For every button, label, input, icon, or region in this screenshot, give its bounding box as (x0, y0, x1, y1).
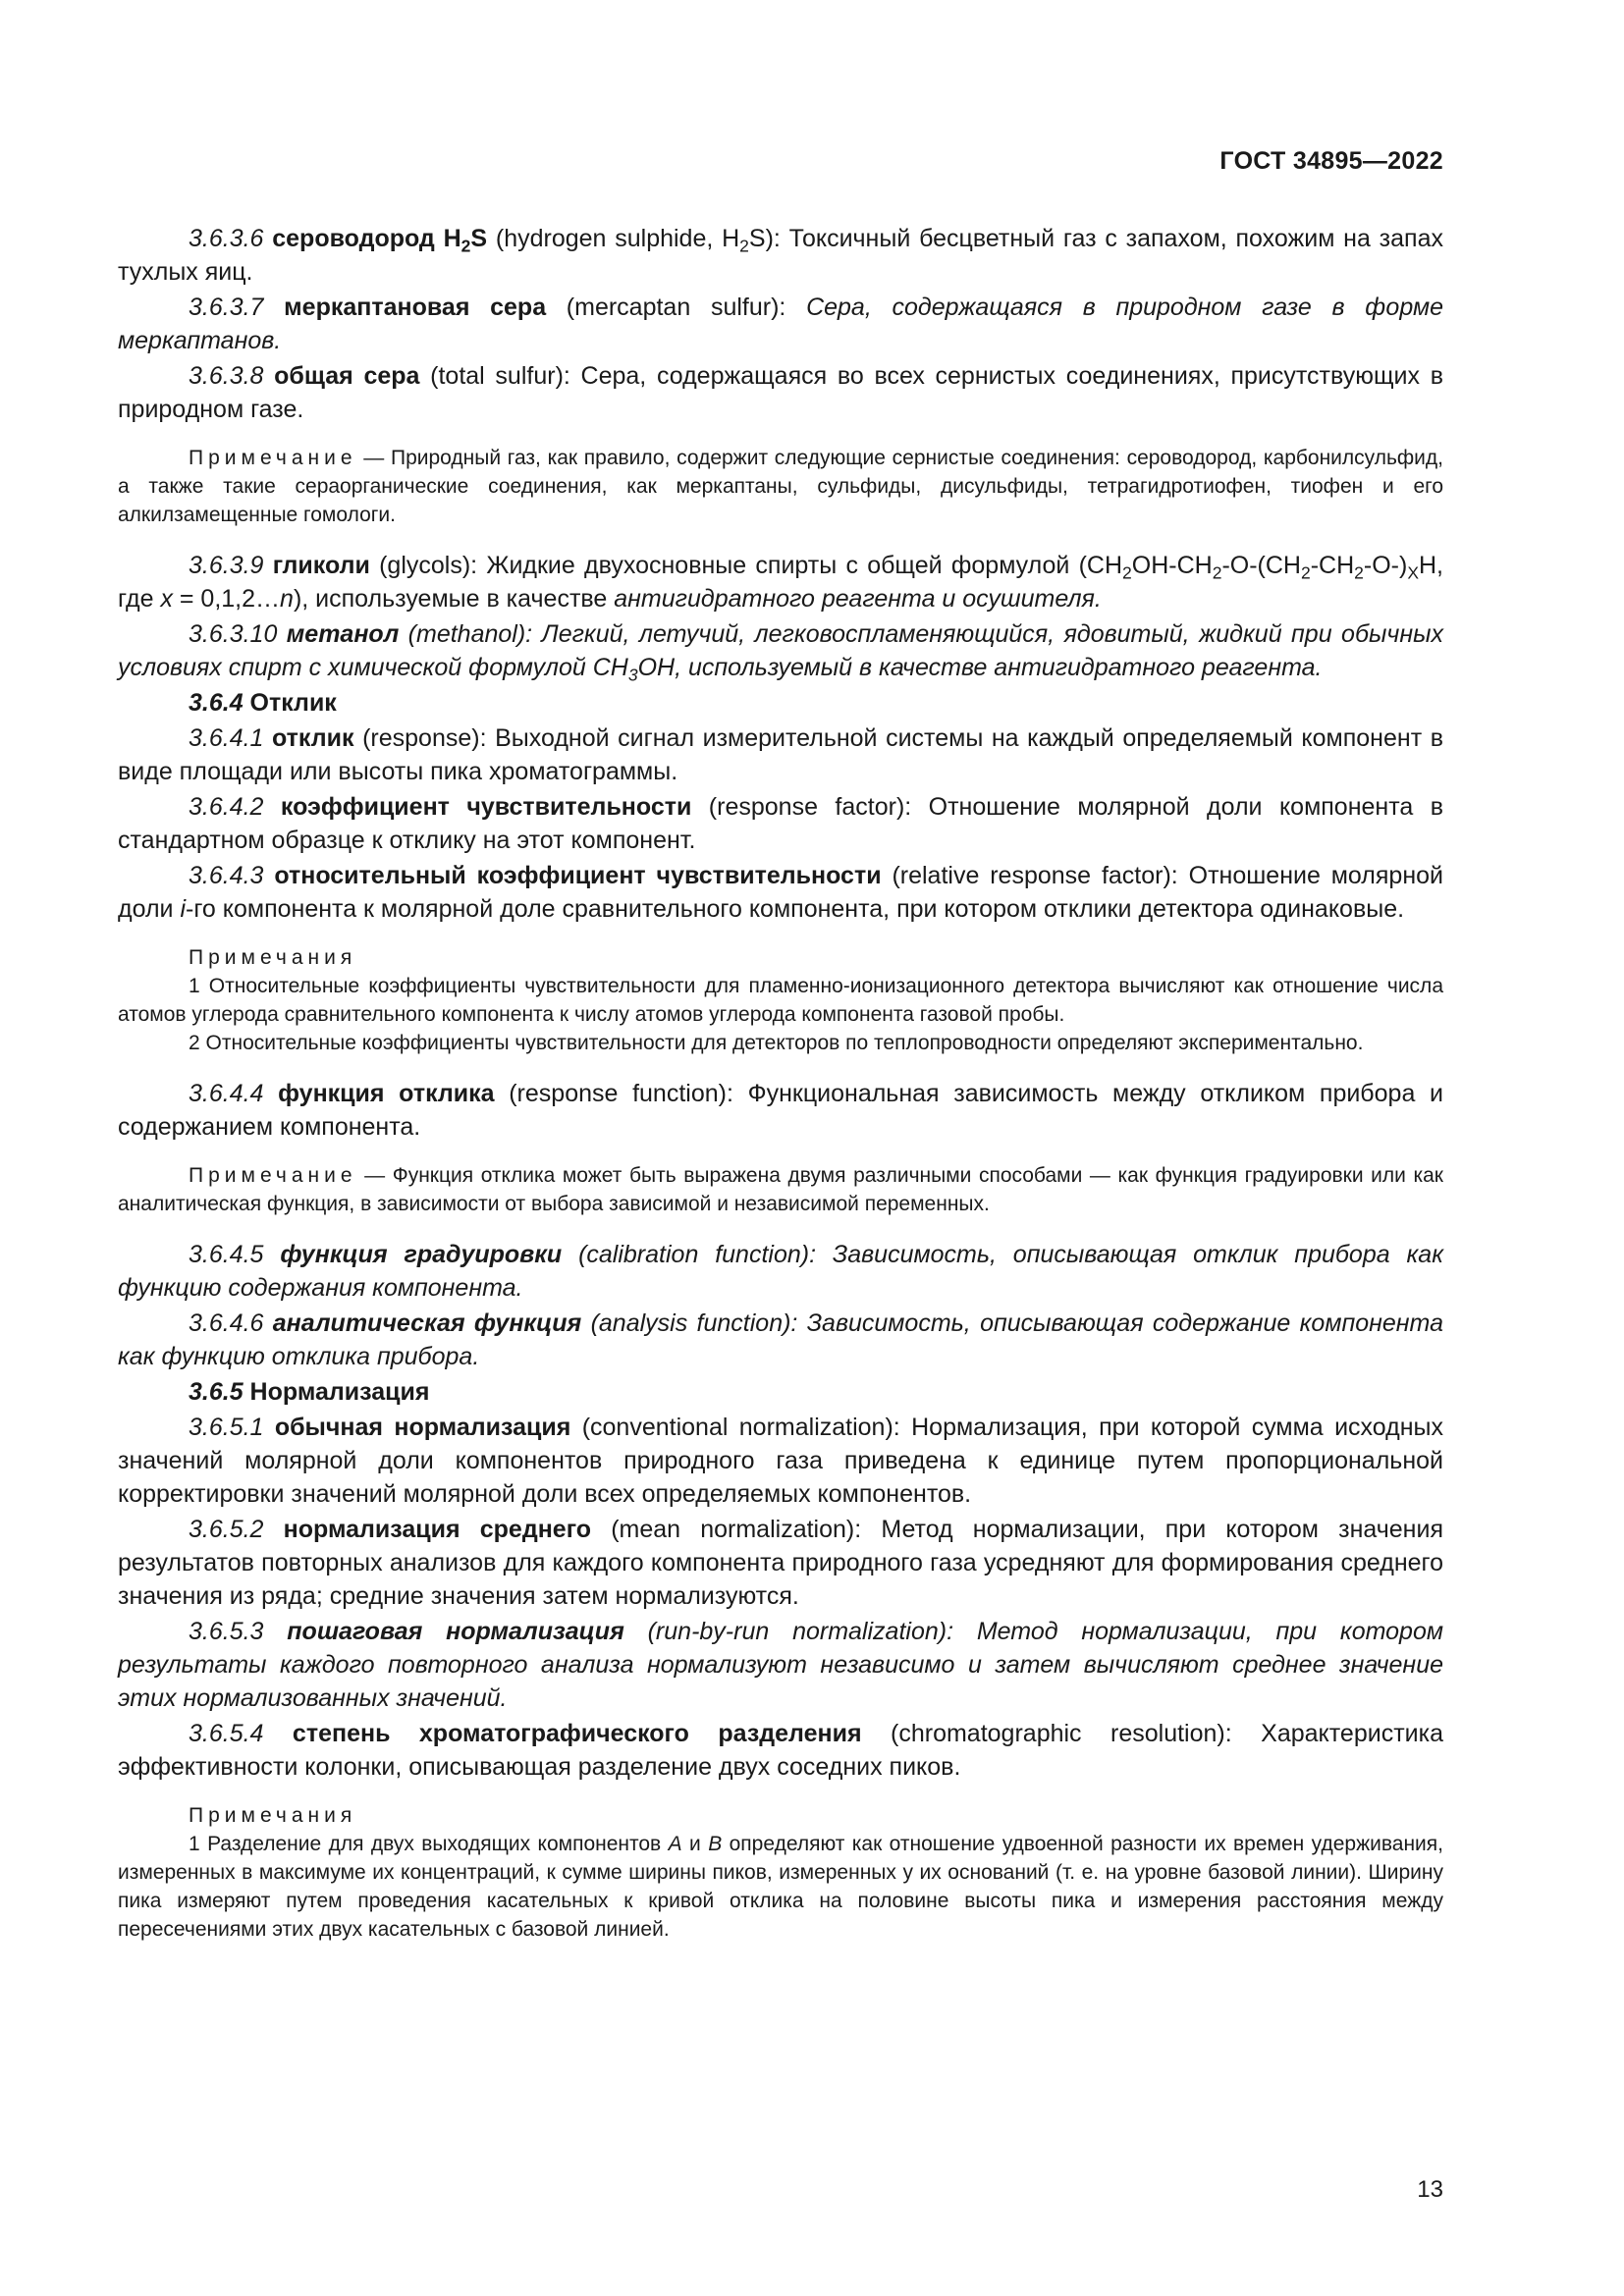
term-mercaptan-sulfur (118, 291, 1443, 357)
term-definition: (conventional normalization): Нормализация, при которой сумма исходных значений молярной доли компонентов природного газа приведена к единице путем пропорциональной корректировки значений молярной доли всех определяемых компонентов. (118, 1414, 1443, 1508)
formula-part: -O-(CH (1221, 552, 1301, 579)
term-name: степень хроматографического разделения (292, 1720, 862, 1747)
formula-part: = 0,1,2… (172, 585, 281, 613)
clause-number: 3.6.5.1 (189, 1414, 264, 1441)
note-text: — Функция отклика может быть выражена двумя различными способами — как функция градуировки или как аналитическая функция, в зависимости от выбора зависимой и независимой переменных. (118, 1164, 1443, 1215)
variable: n (280, 585, 294, 613)
note-label: Примечание (189, 447, 357, 469)
section-number: 3.6.5 (189, 1378, 244, 1406)
note-item-2: 2 Относительные коэффициенты чувствительности для детекторов по теплопроводности определяют экспериментально. (189, 1032, 1364, 1054)
variable: B (708, 1833, 723, 1855)
note-text: и (681, 1833, 709, 1855)
term-definition: (response factor): Отношение молярной доли компонента в стандартном образце к отклику на этот компонент. (118, 793, 1444, 854)
term-hydrogen-sulphide (118, 222, 1443, 289)
subscript: X (1407, 562, 1419, 583)
note-label: Примечания (189, 1804, 357, 1827)
term-analysis-function (118, 1307, 1443, 1373)
subscript: 2 (460, 236, 471, 256)
term-definition: Сера, содержащаяся в природном газе в форме меркаптанов. (118, 294, 1443, 354)
section-heading-response (118, 686, 1443, 720)
note-paragraph (118, 444, 1443, 529)
term-response-factor (118, 790, 1443, 857)
variable: x (160, 585, 173, 613)
standard-header: ГОСТ 34895—2022 (1219, 147, 1443, 175)
term-name: функция отклика (278, 1080, 495, 1107)
clause-number: 3.6.3.9 (189, 552, 264, 579)
clause-number: 3.6.4.4 (189, 1080, 264, 1107)
formula-part: -CH (1310, 552, 1355, 579)
term-name: аналитическая функция (272, 1309, 582, 1337)
term-name: относительный коэффициент чувствительности (274, 862, 882, 889)
term-definition: S): Токсичный бесцветный газ с запахом, похожим на запах тухлых яиц. (118, 225, 1443, 286)
term-glycols (118, 549, 1443, 615)
clause-number: 3.6.4.3 (189, 862, 264, 889)
formula-part: -O-) (1363, 552, 1408, 579)
subscript: 3 (627, 665, 638, 685)
term-total-sulfur (118, 359, 1443, 426)
variable: i (180, 895, 187, 923)
clause-number: 3.6.4.1 (189, 724, 264, 752)
subscript: 2 (1122, 562, 1132, 583)
term-definition-end: -го компонента к молярной доле сравнительного компонента, при котором отклики детектора одинаковые. (186, 895, 1405, 923)
term-run-by-run-normalization (118, 1615, 1443, 1715)
clause-number: 3.6.4.6 (189, 1309, 264, 1337)
term-english: (mercaptan sulfur): (546, 294, 807, 321)
term-definition: (total sulfur): Сера, содержащаяся во всех сернистых соединениях, присутствующих в природном газе. (118, 362, 1443, 423)
section-number: 3.6.4 (189, 689, 244, 717)
note-text: — Природный газ, как правило, содержит следующие сернистые соединения: сероводород, карбонилсульфид, а также такие сераорганические соединения, как меркаптаны, сульфиды, дисульфиды, тетрагидротиофен, тиофен и его алкилзамещенные гомологи. (118, 447, 1443, 526)
notes-label-line (118, 943, 1443, 972)
variable: A (668, 1833, 682, 1855)
note-response-function (118, 1161, 1443, 1218)
term-text: сероводород H (272, 225, 461, 252)
notes-relative-factors (118, 943, 1443, 1057)
section-title: Отклик (243, 689, 337, 717)
note-item-1 (118, 1830, 1443, 1944)
term-definition: (response): Выходной сигнал измерительной системы на каждый определяемый компонент в виде площади или высоты пика хроматограммы. (118, 724, 1443, 785)
clause-number: 3.6.5.4 (189, 1720, 264, 1747)
term-calibration-function (118, 1238, 1443, 1305)
notes-label-line (118, 1801, 1443, 1830)
term-definition: (relative response factor): Отношение молярной доли (118, 862, 1443, 923)
term-definition: (mean normalization): Метод нормализации, при котором значения результатов повторных анализов для каждого компонента природного газа усредняют для формирования среднего значения из ряда; средние значения затем нормализуются. (118, 1516, 1443, 1610)
term-name: меркаптановая сера (284, 294, 547, 321)
term-name (272, 225, 488, 256)
formula-part: OH-CH (1131, 552, 1213, 579)
section-title: Нормализация (243, 1378, 430, 1406)
term-definition-end: OH, используемый в качестве антигидратного реагента. (637, 654, 1323, 681)
note-label: Примечания (189, 946, 357, 969)
clause-number: 3.6.4.5 (189, 1241, 264, 1268)
clause-number: 3.6.3.6 (189, 225, 264, 252)
note-sulfur-compounds (118, 444, 1443, 529)
term-relative-response-factor (118, 859, 1443, 926)
term-name: функция градуировки (280, 1241, 563, 1268)
term-english: (hydrogen sulphide, H (487, 225, 740, 252)
term-definition: (calibration function): Зависимость, описывающая отклик прибора как функцию содержания компонента. (118, 1241, 1444, 1302)
notes-resolution (118, 1801, 1443, 1944)
term-definition: антигидратного реагента и осушителя. (614, 585, 1102, 613)
note-item-1: 1 Относительные коэффициенты чувствительности для пламенно-ионизационного детектора вычисляют как отношение числа атомов углерода сравнительного компонента к числу атомов углерода компонента газовой пробы. (118, 975, 1443, 1026)
page-number: 13 (1417, 2176, 1443, 2203)
term-name: пошаговая нормализация (287, 1618, 624, 1645)
term-definition: (chromatographic resolution): Характеристика эффективности колонки, описывающая разделение двух соседних пиков. (118, 1720, 1443, 1781)
term-name: общая сера (274, 362, 420, 390)
clause-number: 3.6.3.7 (189, 294, 264, 321)
term-name: отклик (272, 724, 354, 752)
note-text: 1 Разделение для двух выходящих компонентов (189, 1833, 669, 1855)
note-text: определяют как отношение удвоенной разности их времен удерживания, измеренных в максимуме их концентраций, к сумме ширины пиков, измеренных у их оснований (т. е. на уровне базовой линии). Ширину пика измеряют путем проведения касательных к кривой отклика на половине высоты пика и измерения расстояния между пересечениями этих двух касательных с базовой линией. (118, 1833, 1443, 1941)
subscript: 2 (739, 236, 749, 256)
term-name: обычная нормализация (274, 1414, 571, 1441)
clause-number: 3.6.4.2 (189, 793, 264, 821)
clause-number: 3.6.3.10 (189, 620, 278, 648)
term-name: нормализация среднего (283, 1516, 592, 1543)
term-mean-normalization (118, 1513, 1443, 1613)
term-name: гликоли (272, 552, 370, 579)
term-definition: (run-by-run normalization): Метод нормализации, при котором результаты каждого повторного анализа нормализуют независимо и затем вычисляют среднее значение этих нормализованных значений. (118, 1618, 1443, 1712)
term-text-end: S (470, 225, 488, 252)
clause-number: 3.6.5.2 (189, 1516, 264, 1543)
term-methanol (118, 617, 1443, 684)
term-definition: (methanol): Легкий, летучий, легковоспламеняющийся, ядовитый, жидкий при обычных условиях спирт с химической формулой CH (118, 620, 1443, 681)
section-heading-normalization (118, 1375, 1443, 1409)
term-response-function (118, 1077, 1443, 1144)
term-definition: (analysis function): Зависимость, описывающая содержание компонента как функцию отклика прибора. (118, 1309, 1443, 1370)
subscript: 2 (1354, 562, 1364, 583)
term-name: коэффициент чувствительности (280, 793, 692, 821)
formula-part: ), используемые в качестве (293, 585, 615, 613)
page-content (118, 222, 1443, 1963)
formula-part: (glycols): Жидкие двухосновные спирты с общей формулой (CH (369, 552, 1123, 579)
term-definition: (response function): Функциональная зависимость между откликом прибора и содержанием компонента. (118, 1080, 1443, 1141)
clause-number: 3.6.3.8 (189, 362, 264, 390)
subscript: 2 (1300, 562, 1311, 583)
term-name: метанол (286, 620, 400, 648)
term-response (118, 721, 1443, 788)
note-paragraph (118, 1161, 1443, 1218)
formula-part: H, где (118, 552, 1443, 613)
subscript: 2 (1212, 562, 1222, 583)
note-label: Примечание (189, 1164, 357, 1187)
term-chromatographic-resolution (118, 1717, 1443, 1784)
term-conventional-normalization (118, 1411, 1443, 1511)
clause-number: 3.6.5.3 (189, 1618, 264, 1645)
